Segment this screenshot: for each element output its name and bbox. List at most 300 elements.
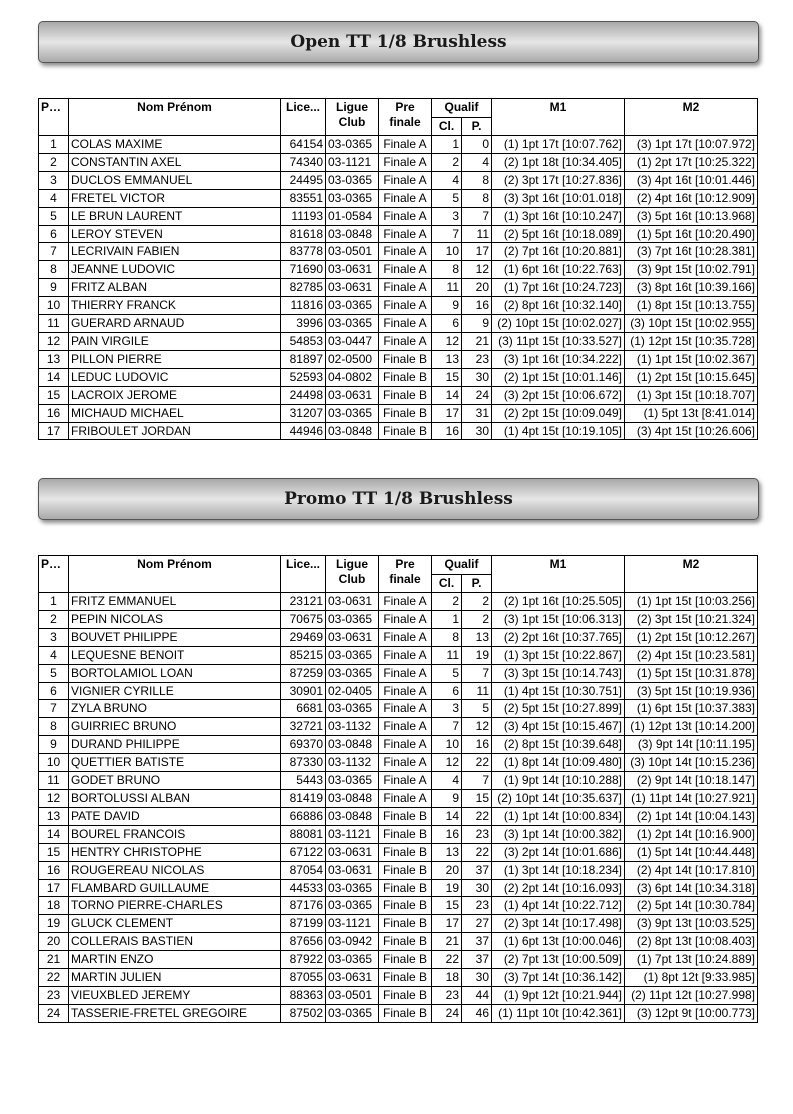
cell-pos: 3 (39, 628, 69, 646)
cell-licence: 31207 (281, 404, 326, 422)
cell-qualif-p: 7 (462, 207, 492, 225)
table-row (39, 718, 758, 736)
cell-m2: (1) 1pt 15t [10:03.256] (625, 593, 758, 611)
cell-prefinale: Finale A (379, 772, 432, 790)
cell-qualif-p: 7 (462, 664, 492, 682)
cell-prefinale: Finale A (379, 297, 432, 315)
cell-m1: (1) 3pt 14t [10:18.234] (492, 861, 625, 879)
cell-qualif-cl: 11 (432, 646, 462, 664)
cell-prefinale: Finale B (379, 933, 432, 951)
table-row (39, 682, 758, 700)
cell-m2: (1) 5pt 14t [10:44.448] (625, 843, 758, 861)
cell-m1: (1) 8pt 14t [10:09.480] (492, 754, 625, 772)
cell-prefinale: Finale B (379, 861, 432, 879)
cell-m1: (2) 2pt 14t [10:16.093] (492, 879, 625, 897)
table-row (39, 951, 758, 969)
cell-pos: 10 (39, 297, 69, 315)
results-body-open (39, 136, 758, 440)
cell-prefinale: Finale A (379, 646, 432, 664)
cell-name: JEANNE LUDOVIC (69, 261, 281, 279)
table-row (39, 297, 758, 315)
cell-m1: (1) 6pt 16t [10:22.763] (492, 261, 625, 279)
cell-prefinale: Finale B (379, 807, 432, 825)
cell-pos: 2 (39, 153, 69, 171)
cell-qualif-p: 9 (462, 315, 492, 333)
cell-qualif-p: 22 (462, 754, 492, 772)
cell-prefinale: Finale A (379, 789, 432, 807)
cell-qualif-cl: 3 (432, 700, 462, 718)
cell-qualif-p: 15 (462, 789, 492, 807)
cell-licence: 87054 (281, 861, 326, 879)
cell-m2: (3) 10pt 14t [10:15.236] (625, 754, 758, 772)
cell-m2: (2) 4pt 14t [10:17.810] (625, 861, 758, 879)
cell-qualif-cl: 10 (432, 736, 462, 754)
cell-m1: (1) 11pt 10t [10:42.361] (492, 1004, 625, 1022)
cell-m2: (3) 12pt 9t [10:00.773] (625, 1004, 758, 1022)
cell-m1: (2) 1pt 15t [10:01.146] (492, 368, 625, 386)
cell-qualif-cl: 4 (432, 171, 462, 189)
cell-m1: (1) 9pt 14t [10:10.288] (492, 772, 625, 790)
cell-m2: (1) 1pt 15t [10:02.367] (625, 350, 758, 368)
cell-qualif-p: 30 (462, 879, 492, 897)
table-row (39, 593, 758, 611)
cell-prefinale: Finale A (379, 610, 432, 628)
cell-ligue-club: 03-0365 (326, 772, 379, 790)
cell-pos: 4 (39, 646, 69, 664)
cell-name: MARTIN JULIEN (69, 969, 281, 987)
cell-qualif-cl: 13 (432, 843, 462, 861)
cell-pos: 14 (39, 825, 69, 843)
cell-qualif-cl: 14 (432, 386, 462, 404)
cell-ligue-club: 03-0365 (326, 951, 379, 969)
table-row (39, 189, 758, 207)
cell-qualif-p: 22 (462, 807, 492, 825)
cell-m2: (3) 5pt 16t [10:13.968] (625, 207, 758, 225)
cell-m1: (3) 4pt 15t [10:15.467] (492, 718, 625, 736)
cell-qualif-cl: 18 (432, 969, 462, 987)
cell-name: VIEUXBLED JEREMY (69, 986, 281, 1004)
table-row (39, 789, 758, 807)
cell-licence: 29469 (281, 628, 326, 646)
header-licence: Lice... (281, 556, 326, 593)
cell-licence: 83551 (281, 189, 326, 207)
cell-prefinale: Finale A (379, 718, 432, 736)
table-row (39, 386, 758, 404)
cell-m1: (1) 3pt 16t [10:10.247] (492, 207, 625, 225)
cell-qualif-cl: 8 (432, 628, 462, 646)
cell-pos: 23 (39, 986, 69, 1004)
cell-licence: 30901 (281, 682, 326, 700)
cell-licence: 70675 (281, 610, 326, 628)
cell-pos: 7 (39, 243, 69, 261)
table-row (39, 315, 758, 333)
cell-qualif-p: 16 (462, 297, 492, 315)
cell-ligue-club: 03-0447 (326, 332, 379, 350)
cell-pos: 9 (39, 736, 69, 754)
cell-m2: (1) 5pt 13t [8:41.014] (625, 404, 758, 422)
cell-licence: 88081 (281, 825, 326, 843)
cell-prefinale: Finale B (379, 986, 432, 1004)
cell-ligue-club: 03-0848 (326, 807, 379, 825)
cell-pos: 8 (39, 261, 69, 279)
cell-m2: (3) 10pt 15t [10:02.955] (625, 315, 758, 333)
cell-name: QUETTIER BATISTE (69, 754, 281, 772)
cell-m2: (3) 9pt 13t [10:03.525] (625, 915, 758, 933)
cell-qualif-cl: 9 (432, 297, 462, 315)
cell-ligue-club: 03-0942 (326, 933, 379, 951)
cell-m2: (1) 5pt 16t [10:20.490] (625, 225, 758, 243)
header-ligue-club: Ligue Club (326, 99, 379, 136)
cell-prefinale: Finale A (379, 189, 432, 207)
cell-m1: (2) 1pt 16t [10:25.505] (492, 593, 625, 611)
cell-pos: 13 (39, 350, 69, 368)
cell-ligue-club: 01-0584 (326, 207, 379, 225)
header-prefinale: Pre finale (379, 99, 432, 136)
cell-ligue-club: 03-0501 (326, 986, 379, 1004)
table-row (39, 261, 758, 279)
section-title-promo: Promo TT 1/8 Brushless (38, 478, 759, 520)
cell-m1: (3) 2pt 14t [10:01.686] (492, 843, 625, 861)
cell-licence: 67122 (281, 843, 326, 861)
cell-ligue-club: 03-0365 (326, 404, 379, 422)
cell-name: CONSTANTIN AXEL (69, 153, 281, 171)
cell-prefinale: Finale A (379, 243, 432, 261)
cell-name: HENTRY CHRISTOPHE (69, 843, 281, 861)
cell-qualif-cl: 1 (432, 610, 462, 628)
cell-ligue-club: 03-0631 (326, 386, 379, 404)
cell-licence: 71690 (281, 261, 326, 279)
cell-qualif-p: 19 (462, 646, 492, 664)
cell-ligue-club: 03-0631 (326, 593, 379, 611)
cell-m2: (3) 4pt 15t [10:26.606] (625, 422, 758, 440)
cell-prefinale: Finale A (379, 664, 432, 682)
cell-prefinale: Finale A (379, 261, 432, 279)
header-m1: M1 (492, 556, 625, 593)
table-row (39, 628, 758, 646)
cell-pos: 6 (39, 225, 69, 243)
header-pos: Pos. (39, 556, 69, 593)
cell-m2: (3) 9pt 14t [10:11.195] (625, 736, 758, 754)
table-row (39, 422, 758, 440)
cell-licence: 3996 (281, 315, 326, 333)
cell-m1: (3) 7pt 14t [10:36.142] (492, 969, 625, 987)
cell-m2: (1) 2pt 17t [10:25.322] (625, 153, 758, 171)
cell-m1: (1) 4pt 15t [10:19.105] (492, 422, 625, 440)
cell-pos: 9 (39, 279, 69, 297)
cell-qualif-cl: 1 (432, 136, 462, 154)
cell-qualif-p: 22 (462, 843, 492, 861)
cell-name: ROUGEREAU NICOLAS (69, 861, 281, 879)
cell-pos: 17 (39, 422, 69, 440)
cell-qualif-p: 8 (462, 171, 492, 189)
table-row (39, 136, 758, 154)
cell-m1: (3) 1pt 14t [10:00.382] (492, 825, 625, 843)
cell-qualif-p: 13 (462, 628, 492, 646)
cell-prefinale: Finale B (379, 825, 432, 843)
cell-qualif-p: 44 (462, 986, 492, 1004)
cell-prefinale: Finale B (379, 1004, 432, 1022)
cell-m2: (3) 9pt 15t [10:02.791] (625, 261, 758, 279)
table-row (39, 350, 758, 368)
cell-ligue-club: 03-0501 (326, 243, 379, 261)
cell-m1: (2) 2pt 15t [10:09.049] (492, 404, 625, 422)
cell-name: GLUCK CLEMENT (69, 915, 281, 933)
cell-licence: 81419 (281, 789, 326, 807)
cell-m1: (1) 1pt 17t [10:07.762] (492, 136, 625, 154)
cell-prefinale: Finale A (379, 736, 432, 754)
cell-prefinale: Finale A (379, 136, 432, 154)
cell-name: GODET BRUNO (69, 772, 281, 790)
cell-m1: (2) 10pt 15t [10:02.027] (492, 315, 625, 333)
cell-licence: 32721 (281, 718, 326, 736)
header-p: P. (462, 118, 492, 136)
cell-qualif-cl: 7 (432, 718, 462, 736)
cell-pos: 4 (39, 189, 69, 207)
cell-qualif-cl: 14 (432, 807, 462, 825)
cell-pos: 15 (39, 386, 69, 404)
table-row (39, 825, 758, 843)
cell-m2: (3) 5pt 15t [10:19.936] (625, 682, 758, 700)
cell-ligue-club: 04-0802 (326, 368, 379, 386)
cell-name: DURAND PHILIPPE (69, 736, 281, 754)
cell-ligue-club: 03-0365 (326, 646, 379, 664)
cell-licence: 81897 (281, 350, 326, 368)
table-row (39, 332, 758, 350)
cell-ligue-club: 03-0631 (326, 279, 379, 297)
cell-m1: (3) 3pt 15t [10:14.743] (492, 664, 625, 682)
cell-m2: (3) 8pt 16t [10:39.166] (625, 279, 758, 297)
cell-qualif-p: 23 (462, 897, 492, 915)
cell-qualif-cl: 8 (432, 261, 462, 279)
cell-m1: (3) 11pt 15t [10:33.527] (492, 332, 625, 350)
cell-qualif-cl: 11 (432, 279, 462, 297)
cell-m1: (2) 2pt 16t [10:37.765] (492, 628, 625, 646)
cell-prefinale: Finale A (379, 171, 432, 189)
header-m2: M2 (625, 99, 758, 136)
cell-pos: 3 (39, 171, 69, 189)
cell-pos: 10 (39, 754, 69, 772)
cell-qualif-cl: 15 (432, 368, 462, 386)
cell-qualif-p: 23 (462, 825, 492, 843)
cell-qualif-cl: 12 (432, 754, 462, 772)
cell-name: PEPIN NICOLAS (69, 610, 281, 628)
cell-licence: 74340 (281, 153, 326, 171)
cell-ligue-club: 03-0631 (326, 843, 379, 861)
cell-name: THIERRY FRANCK (69, 297, 281, 315)
cell-m1: (3) 1pt 15t [10:06.313] (492, 610, 625, 628)
cell-pos: 12 (39, 332, 69, 350)
cell-m2: (3) 6pt 14t [10:34.318] (625, 879, 758, 897)
header-licence: Lice... (281, 99, 326, 136)
cell-ligue-club: 03-1121 (326, 915, 379, 933)
cell-qualif-p: 37 (462, 933, 492, 951)
cell-m1: (1) 1pt 14t [10:00.834] (492, 807, 625, 825)
cell-ligue-club: 03-0848 (326, 422, 379, 440)
cell-ligue-club: 03-0365 (326, 700, 379, 718)
cell-qualif-p: 11 (462, 682, 492, 700)
cell-name: ZYLA BRUNO (69, 700, 281, 718)
header-prefinale: Pre finale (379, 556, 432, 593)
cell-m2: (1) 12pt 15t [10:35.728] (625, 332, 758, 350)
header-pos: Pos. (39, 99, 69, 136)
cell-name: FLAMBARD GUILLAUME (69, 879, 281, 897)
cell-pos: 1 (39, 593, 69, 611)
header-name: Nom Prénom (69, 99, 281, 136)
cell-name: PILLON PIERRE (69, 350, 281, 368)
cell-m1: (1) 4pt 14t [10:22.712] (492, 897, 625, 915)
cell-qualif-p: 30 (462, 368, 492, 386)
cell-name: FRITZ EMMANUEL (69, 593, 281, 611)
cell-m2: (3) 4pt 16t [10:01.446] (625, 171, 758, 189)
cell-name: FRITZ ALBAN (69, 279, 281, 297)
table-row (39, 861, 758, 879)
cell-m1: (2) 8pt 15t [10:39.648] (492, 736, 625, 754)
cell-licence: 52593 (281, 368, 326, 386)
cell-pos: 2 (39, 610, 69, 628)
cell-name: DUCLOS EMMANUEL (69, 171, 281, 189)
table-row (39, 969, 758, 987)
cell-name: BORTOLUSSI ALBAN (69, 789, 281, 807)
cell-m2: (2) 8pt 13t [10:08.403] (625, 933, 758, 951)
cell-qualif-p: 31 (462, 404, 492, 422)
cell-qualif-cl: 2 (432, 153, 462, 171)
cell-licence: 82785 (281, 279, 326, 297)
cell-licence: 11193 (281, 207, 326, 225)
table-row (39, 843, 758, 861)
header-p: P. (462, 575, 492, 593)
cell-prefinale: Finale A (379, 682, 432, 700)
cell-qualif-cl: 16 (432, 422, 462, 440)
cell-licence: 44533 (281, 879, 326, 897)
cell-name: PAIN VIRGILE (69, 332, 281, 350)
cell-prefinale: Finale B (379, 386, 432, 404)
cell-m2: (1) 2pt 15t [10:12.267] (625, 628, 758, 646)
cell-qualif-p: 27 (462, 915, 492, 933)
header-cl: Cl. (432, 118, 462, 136)
cell-qualif-cl: 4 (432, 772, 462, 790)
cell-qualif-cl: 6 (432, 682, 462, 700)
cell-ligue-club: 03-0631 (326, 261, 379, 279)
cell-prefinale: Finale B (379, 350, 432, 368)
header-m1: M1 (492, 99, 625, 136)
cell-qualif-cl: 10 (432, 243, 462, 261)
cell-m1: (2) 8pt 16t [10:32.140] (492, 297, 625, 315)
results-table-open (38, 98, 758, 440)
cell-pos: 16 (39, 404, 69, 422)
cell-licence: 64154 (281, 136, 326, 154)
cell-prefinale: Finale A (379, 593, 432, 611)
cell-ligue-club: 02-0500 (326, 350, 379, 368)
cell-qualif-cl: 5 (432, 664, 462, 682)
cell-qualif-p: 12 (462, 718, 492, 736)
cell-qualif-cl: 7 (432, 225, 462, 243)
cell-qualif-cl: 17 (432, 915, 462, 933)
cell-licence: 85215 (281, 646, 326, 664)
cell-prefinale: Finale B (379, 879, 432, 897)
cell-name: TASSERIE-FRETEL GREGOIRE (69, 1004, 281, 1022)
cell-ligue-club: 02-0405 (326, 682, 379, 700)
cell-m1: (2) 1pt 18t [10:34.405] (492, 153, 625, 171)
cell-qualif-p: 24 (462, 386, 492, 404)
cell-m2: (2) 4pt 15t [10:23.581] (625, 646, 758, 664)
cell-qualif-p: 23 (462, 350, 492, 368)
table-row (39, 171, 758, 189)
cell-licence: 24495 (281, 171, 326, 189)
cell-pos: 16 (39, 861, 69, 879)
cell-ligue-club: 03-0365 (326, 171, 379, 189)
table-row (39, 700, 758, 718)
cell-ligue-club: 03-0848 (326, 789, 379, 807)
cell-pos: 15 (39, 843, 69, 861)
cell-pos: 24 (39, 1004, 69, 1022)
cell-pos: 13 (39, 807, 69, 825)
cell-pos: 20 (39, 933, 69, 951)
cell-licence: 24498 (281, 386, 326, 404)
cell-pos: 5 (39, 207, 69, 225)
cell-prefinale: Finale A (379, 628, 432, 646)
header-qualif: Qualif (432, 99, 492, 118)
cell-m2: (3) 1pt 17t [10:07.972] (625, 136, 758, 154)
cell-licence: 6681 (281, 700, 326, 718)
cell-pos: 7 (39, 700, 69, 718)
table-row (39, 772, 758, 790)
cell-ligue-club: 03-1121 (326, 825, 379, 843)
cell-qualif-cl: 19 (432, 879, 462, 897)
cell-qualif-cl: 15 (432, 897, 462, 915)
table-row (39, 1004, 758, 1022)
cell-m2: (1) 8pt 12t [9:33.985] (625, 969, 758, 987)
cell-qualif-cl: 24 (432, 1004, 462, 1022)
table-row (39, 897, 758, 915)
cell-m1: (1) 7pt 16t [10:24.723] (492, 279, 625, 297)
cell-pos: 5 (39, 664, 69, 682)
cell-qualif-p: 16 (462, 736, 492, 754)
cell-ligue-club: 03-0365 (326, 879, 379, 897)
table-row (39, 915, 758, 933)
cell-qualif-cl: 6 (432, 315, 462, 333)
cell-m1: (1) 6pt 13t [10:00.046] (492, 933, 625, 951)
cell-qualif-p: 11 (462, 225, 492, 243)
cell-licence: 23121 (281, 593, 326, 611)
header-qualif: Qualif (432, 556, 492, 575)
cell-prefinale: Finale B (379, 422, 432, 440)
cell-pos: 8 (39, 718, 69, 736)
cell-prefinale: Finale B (379, 951, 432, 969)
table-row (39, 610, 758, 628)
table-row (39, 279, 758, 297)
cell-licence: 5443 (281, 772, 326, 790)
table-row (39, 646, 758, 664)
cell-m2: (1) 2pt 15t [10:15.645] (625, 368, 758, 386)
cell-m1: (1) 4pt 15t [10:30.751] (492, 682, 625, 700)
cell-m1: (2) 5pt 15t [10:27.899] (492, 700, 625, 718)
cell-m2: (1) 6pt 15t [10:37.383] (625, 700, 758, 718)
cell-qualif-p: 21 (462, 332, 492, 350)
cell-licence: 11816 (281, 297, 326, 315)
cell-licence: 88363 (281, 986, 326, 1004)
cell-ligue-club: 03-0848 (326, 736, 379, 754)
cell-licence: 87330 (281, 754, 326, 772)
cell-ligue-club: 03-0848 (326, 225, 379, 243)
cell-m1: (2) 5pt 16t [10:18.089] (492, 225, 625, 243)
table-row (39, 754, 758, 772)
cell-pos: 21 (39, 951, 69, 969)
cell-qualif-p: 37 (462, 861, 492, 879)
table-row (39, 207, 758, 225)
cell-pos: 22 (39, 969, 69, 987)
cell-pos: 14 (39, 368, 69, 386)
cell-licence: 66886 (281, 807, 326, 825)
